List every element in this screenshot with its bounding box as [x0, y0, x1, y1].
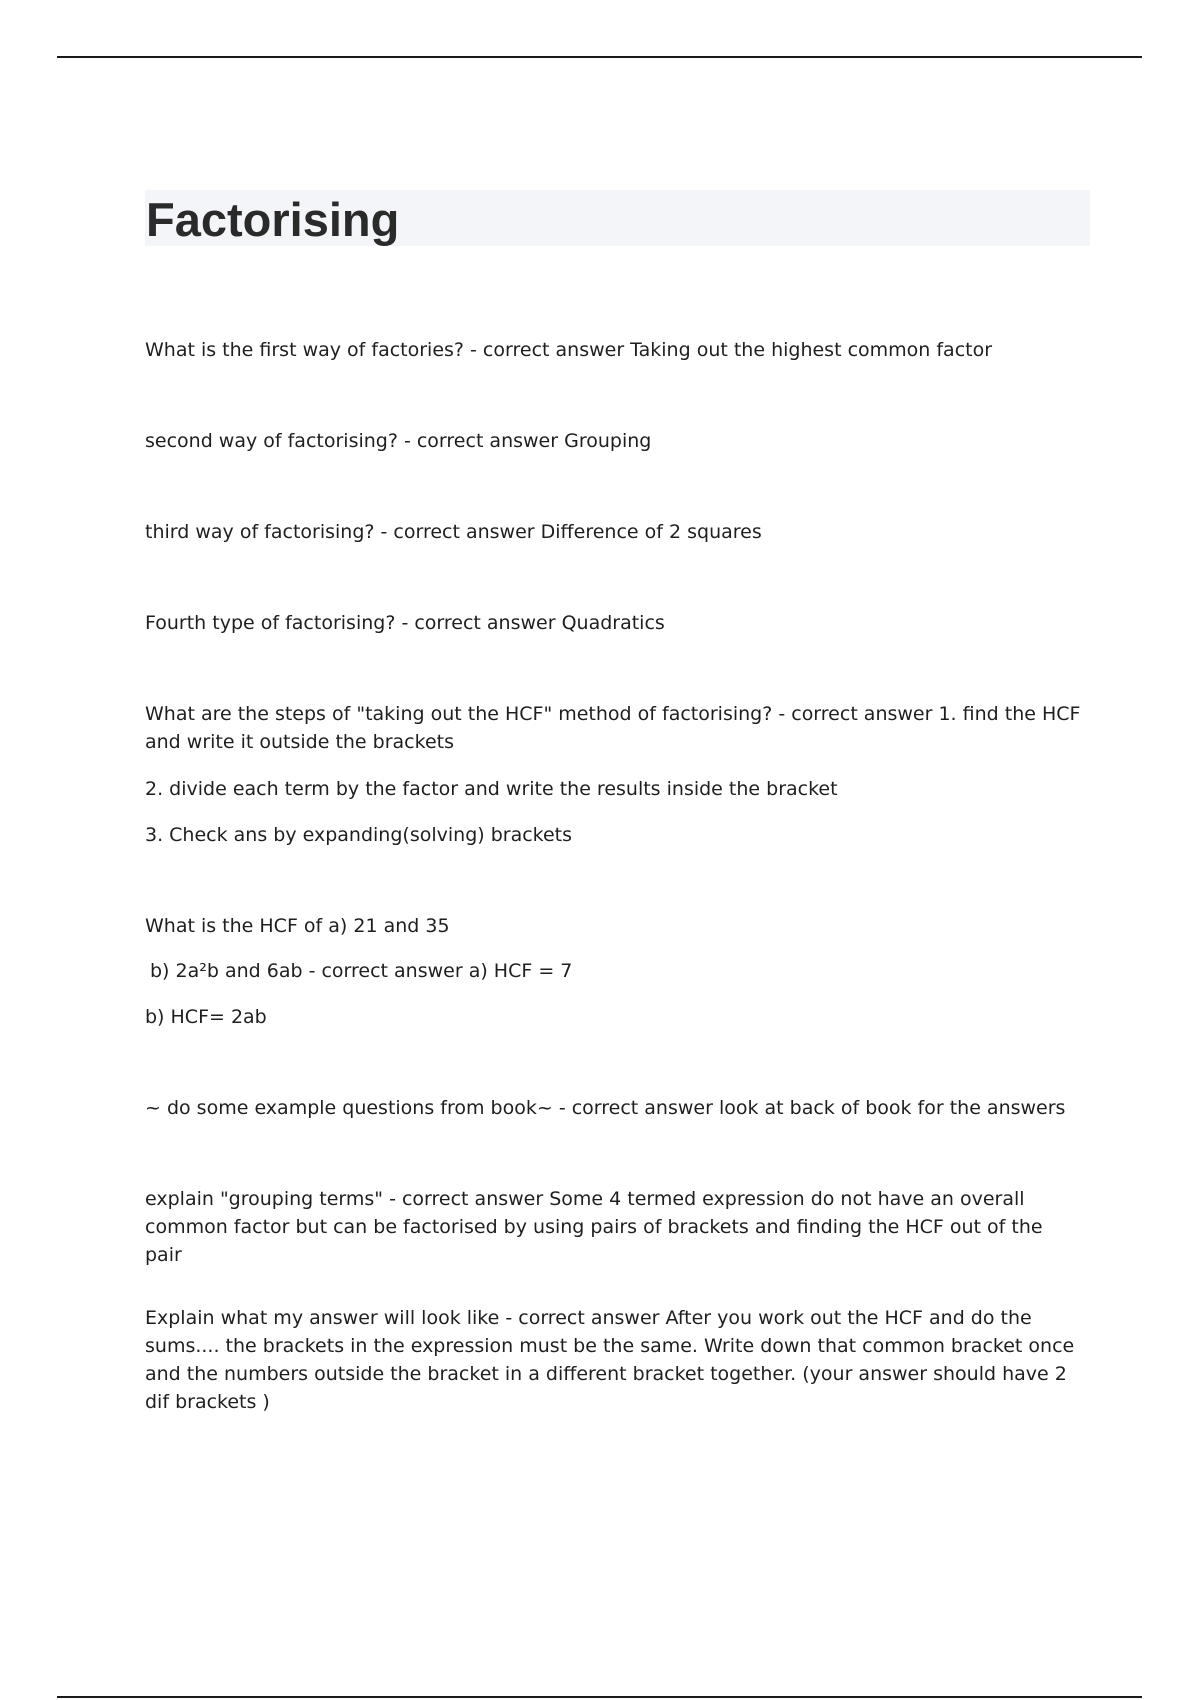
qa-paragraph: explain "grouping terms" - correct answer Some 4 termed expression do not have an overall common factor but can be factorised by using pairs of brackets and finding the HCF out of the pair [145, 1188, 1043, 1266]
qa-item-6-answer-b [145, 1003, 1085, 1031]
qa-line: b) 2a²b and 6ab - correct answer a) HCF = 7 [150, 960, 573, 982]
qa-item-3 [145, 518, 1085, 546]
qa-line: Fourth type of factorising? - correct answer Quadratics [145, 612, 665, 634]
qa-item-5-step-2 [145, 775, 1085, 803]
qa-item-9 [145, 1304, 1085, 1416]
qa-item-6-part-b [145, 957, 1085, 985]
qa-line: third way of factorising? - correct answer Difference of 2 squares [145, 521, 762, 543]
qa-line: b) HCF= 2ab [145, 1006, 267, 1028]
top-rule [57, 56, 1142, 58]
qa-paragraph: What are the steps of "taking out the HCF" method of factorising? - correct answer 1. find the HCF and write it outside the brackets [145, 703, 1081, 753]
qa-line: second way of factorising? - correct answer Grouping [145, 430, 652, 452]
qa-item-2 [145, 427, 1085, 455]
qa-line: What is the first way of factories? - correct answer Taking out the highest common factor [145, 339, 993, 361]
qa-line: What is the HCF of a) 21 and 35 [145, 915, 450, 937]
bottom-rule [57, 1696, 1142, 1698]
qa-line: 3. Check ans by expanding(solving) brackets [145, 824, 573, 846]
qa-paragraph: Explain what my answer will look like - correct answer After you work out the HCF and do the sums.... the brackets in the expression must be the same. Write down that common bracket once and the numbers outside the bracket in a different bracket together. (your answer should have 2 dif brackets ) [145, 1307, 1075, 1413]
qa-line: ~ do some example questions from book~ - correct answer look at back of book for the answers [145, 1097, 1066, 1119]
qa-item-8 [145, 1185, 1085, 1269]
qa-item-7 [145, 1094, 1085, 1122]
qa-item-4 [145, 609, 1085, 637]
qa-line: 2. divide each term by the factor and write the results inside the bracket [145, 778, 838, 800]
qa-item-5-step-3 [145, 821, 1085, 849]
qa-item-6 [145, 912, 1085, 940]
qa-item-1 [145, 336, 1085, 364]
page-title: Factorising [146, 193, 400, 246]
qa-item-5 [145, 700, 1085, 756]
